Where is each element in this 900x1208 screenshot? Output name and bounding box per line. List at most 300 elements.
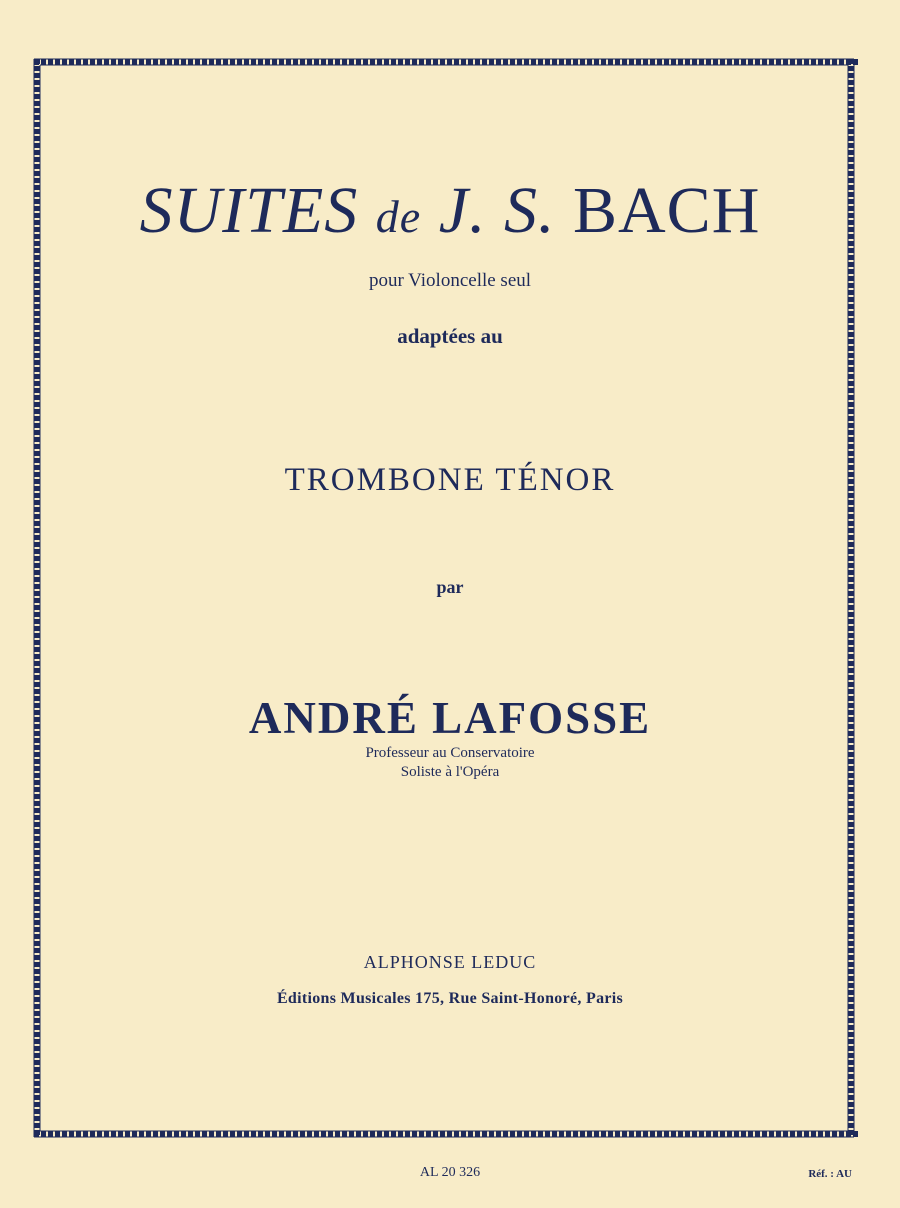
border-dot <box>34 1039 40 1044</box>
border-dot <box>34 395 40 400</box>
border-dot <box>848 612 854 617</box>
border-dot <box>622 1131 627 1137</box>
border-dot <box>531 1131 536 1137</box>
border-dot <box>34 1060 40 1065</box>
border-dot <box>489 59 494 65</box>
border-dot <box>848 801 854 806</box>
border-dot <box>34 843 40 848</box>
border-dot <box>34 1123 40 1128</box>
border-dot <box>734 1131 739 1137</box>
border-dot <box>342 1131 347 1137</box>
border-dot <box>34 815 40 820</box>
border-dot <box>34 668 40 673</box>
border-dot <box>34 311 40 316</box>
border-dot <box>848 171 854 176</box>
border-dot <box>848 136 854 141</box>
border-dot <box>608 59 613 65</box>
border-dot <box>848 1067 854 1072</box>
border-dot <box>650 59 655 65</box>
border-dot <box>188 59 193 65</box>
border-dot <box>34 507 40 512</box>
border-dot <box>286 1131 291 1137</box>
border-dot <box>769 1131 774 1137</box>
border-dot <box>202 59 207 65</box>
border-dot <box>848 304 854 309</box>
border-dot <box>34 864 40 869</box>
border-dot <box>335 59 340 65</box>
border-dot <box>848 934 854 939</box>
border-dot <box>34 857 40 862</box>
border-dot <box>678 59 683 65</box>
border-dot <box>848 535 854 540</box>
border-dot <box>559 1131 564 1137</box>
border-dot <box>34 437 40 442</box>
border-dot <box>34 787 40 792</box>
border-dot <box>34 829 40 834</box>
border-dot <box>848 248 854 253</box>
border-dot <box>34 661 40 666</box>
border-dot <box>601 1131 606 1137</box>
border-dot <box>848 549 854 554</box>
border-dot <box>104 1131 109 1137</box>
border-dot <box>34 416 40 421</box>
border-dot <box>848 871 854 876</box>
border-dot <box>118 1131 123 1137</box>
border-dot <box>797 1131 802 1137</box>
border-dot <box>237 1131 242 1137</box>
border-dot <box>848 507 854 512</box>
border-dot <box>34 1116 40 1121</box>
border-dot <box>776 1131 781 1137</box>
border-dot <box>848 416 854 421</box>
border-dot <box>832 59 837 65</box>
border-dot <box>125 1131 130 1137</box>
border-dot <box>34 367 40 372</box>
border-dot <box>223 59 228 65</box>
border-dot <box>848 787 854 792</box>
border-dot <box>848 374 854 379</box>
border-dot <box>34 626 40 631</box>
border-dot <box>34 500 40 505</box>
border-dot <box>848 843 854 848</box>
border-dot <box>848 563 854 568</box>
border-dot <box>426 59 431 65</box>
border-dot <box>328 1131 333 1137</box>
border-dot <box>293 59 298 65</box>
border-dot <box>384 1131 389 1137</box>
border-dot <box>356 59 361 65</box>
border-dot <box>139 1131 144 1137</box>
border-dot <box>356 1131 361 1137</box>
border-dot <box>454 1131 459 1137</box>
border-dot <box>848 157 854 162</box>
border-dot <box>848 647 854 652</box>
border-dot <box>370 1131 375 1137</box>
border-dot <box>34 143 40 148</box>
border-dot <box>34 101 40 106</box>
border-dot <box>848 815 854 820</box>
border-dot <box>34 171 40 176</box>
border-dot <box>34 108 40 113</box>
border-dot <box>671 1131 676 1137</box>
border-dot <box>848 1095 854 1100</box>
border-dot <box>848 927 854 932</box>
border-dot <box>216 1131 221 1137</box>
border-dot <box>34 409 40 414</box>
border-dot <box>848 570 854 575</box>
border-dot <box>34 136 40 141</box>
border-dot <box>848 1032 854 1037</box>
border-dot <box>321 59 326 65</box>
border-dot <box>566 1131 571 1137</box>
border-dot <box>848 423 854 428</box>
border-dot <box>848 115 854 120</box>
border-dot <box>848 864 854 869</box>
border-dot <box>496 59 501 65</box>
border-dot <box>848 101 854 106</box>
border-dot <box>552 59 557 65</box>
border-dot <box>440 59 445 65</box>
border-dot <box>174 1131 179 1137</box>
border-dot <box>69 59 74 65</box>
border-dot <box>34 129 40 134</box>
border-dot <box>34 983 40 988</box>
border-dot <box>34 878 40 883</box>
border-dot <box>489 1131 494 1137</box>
border-dot <box>34 598 40 603</box>
border-dot <box>272 1131 277 1137</box>
border-dot <box>34 794 40 799</box>
border-dot <box>848 906 854 911</box>
border-dot <box>657 1131 662 1137</box>
border-dot <box>468 59 473 65</box>
border-dot <box>34 1074 40 1079</box>
border-dot <box>503 59 508 65</box>
border-dot <box>685 59 690 65</box>
border-dot <box>160 1131 165 1137</box>
border-dot <box>531 59 536 65</box>
border-dot <box>692 1131 697 1137</box>
border-dot <box>615 1131 620 1137</box>
border-dot <box>153 1131 158 1137</box>
border-dot <box>643 59 648 65</box>
border-dot <box>848 108 854 113</box>
border-dot <box>848 983 854 988</box>
border-dot <box>34 297 40 302</box>
border-dot <box>692 59 697 65</box>
border-dot <box>34 836 40 841</box>
border-dot <box>405 59 410 65</box>
border-dot <box>848 1088 854 1093</box>
instrument-heading: TROMBONE TÉNOR <box>284 462 616 498</box>
border-dot <box>97 1131 102 1137</box>
border-dot <box>848 73 854 78</box>
border-dot <box>34 892 40 897</box>
subtitle-line2: adaptées au <box>397 324 503 348</box>
border-dot <box>629 59 634 65</box>
border-dot <box>580 1131 585 1137</box>
border-dot <box>97 59 102 65</box>
border-dot <box>848 521 854 526</box>
border-dot <box>790 59 795 65</box>
border-dot <box>622 59 627 65</box>
border-dot <box>608 1131 613 1137</box>
border-dot <box>811 59 816 65</box>
border-dot <box>174 59 179 65</box>
border-dot <box>734 59 739 65</box>
border-dot <box>848 87 854 92</box>
title-bach: BACH <box>573 174 761 247</box>
border-dot <box>594 59 599 65</box>
border-dot <box>237 59 242 65</box>
border-dot <box>848 794 854 799</box>
border-dot <box>433 1131 438 1137</box>
border-dot <box>636 1131 641 1137</box>
border-dot <box>587 59 592 65</box>
border-dot <box>34 1081 40 1086</box>
border-dot <box>848 668 854 673</box>
border-dot <box>545 59 550 65</box>
border-dot <box>34 647 40 652</box>
border-dot <box>363 1131 368 1137</box>
border-dot <box>419 59 424 65</box>
border-dot <box>34 1053 40 1058</box>
border-dot <box>132 59 137 65</box>
border-dot <box>349 59 354 65</box>
border-dot <box>783 1131 788 1137</box>
border-dot <box>848 605 854 610</box>
border-dot <box>244 1131 249 1137</box>
border-dot <box>34 388 40 393</box>
border-dot <box>34 654 40 659</box>
border-dot <box>848 836 854 841</box>
border-dot <box>848 640 854 645</box>
border-dot <box>34 542 40 547</box>
border-dot <box>848 311 854 316</box>
border-dot <box>629 1131 634 1137</box>
border-dot <box>251 59 256 65</box>
border-dot <box>377 1131 382 1137</box>
border-dot <box>76 59 81 65</box>
border-dot <box>848 444 854 449</box>
border-dot <box>146 59 151 65</box>
border-dot <box>34 619 40 624</box>
border-dot <box>34 1067 40 1072</box>
border-dot <box>34 934 40 939</box>
border-dot <box>839 1131 844 1137</box>
border-dot <box>848 395 854 400</box>
border-dot <box>370 59 375 65</box>
border-dot <box>426 1131 431 1137</box>
border-dot <box>848 661 854 666</box>
border-dot <box>482 1131 487 1137</box>
border-dot <box>34 430 40 435</box>
border-dot <box>83 59 88 65</box>
border-dot <box>848 850 854 855</box>
border-dot <box>848 654 854 659</box>
border-dot <box>55 59 60 65</box>
border-dot <box>34 605 40 610</box>
border-dot <box>848 381 854 386</box>
border-dot <box>848 360 854 365</box>
border-dot <box>517 59 522 65</box>
publisher-name: ALPHONSE LEDUC <box>363 952 537 972</box>
border-dot <box>713 59 718 65</box>
author-name: ANDRÉ LAFOSSE <box>248 693 652 743</box>
border-dot <box>34 1109 40 1114</box>
border-dot <box>69 1131 74 1137</box>
border-dot <box>34 255 40 260</box>
border-dot <box>848 682 854 687</box>
border-dot <box>34 66 40 71</box>
border-dot <box>601 59 606 65</box>
border-dot <box>848 598 854 603</box>
border-dot <box>433 59 438 65</box>
border-dot <box>848 976 854 981</box>
border-dot <box>34 1032 40 1037</box>
border-dot <box>34 927 40 932</box>
border-dot <box>34 150 40 155</box>
border-dot <box>34 73 40 78</box>
border-dot <box>398 59 403 65</box>
border-dot <box>34 556 40 561</box>
border-dot <box>848 626 854 631</box>
border-dot <box>848 402 854 407</box>
border-dot <box>34 1088 40 1093</box>
border-dot <box>839 59 844 65</box>
border-dot <box>848 633 854 638</box>
border-dot <box>706 1131 711 1137</box>
border-dot <box>580 59 585 65</box>
border-dot <box>848 892 854 897</box>
border-dot <box>848 500 854 505</box>
border-dot <box>34 1102 40 1107</box>
border-dot <box>573 59 578 65</box>
border-dot <box>848 1109 854 1114</box>
border-dot <box>741 1131 746 1137</box>
border-dot <box>62 59 67 65</box>
border-dot <box>258 1131 263 1137</box>
border-dot <box>848 1053 854 1058</box>
border-dot <box>398 1131 403 1137</box>
border-dot <box>510 59 515 65</box>
border-dot <box>769 59 774 65</box>
border-dot <box>818 1131 823 1137</box>
border-dot <box>412 1131 417 1137</box>
border-dot <box>76 1131 81 1137</box>
border-dot <box>307 59 312 65</box>
border-dot <box>405 1131 410 1137</box>
border-dot <box>34 1046 40 1051</box>
border-dot <box>34 59 40 64</box>
border-dot <box>34 640 40 645</box>
border-dot <box>825 59 830 65</box>
border-dot <box>848 1123 854 1128</box>
border-dot <box>797 59 802 65</box>
border-dot <box>202 1131 207 1137</box>
border-dot <box>650 1131 655 1137</box>
border-dot <box>496 1131 501 1137</box>
border-dot <box>559 59 564 65</box>
border-dot <box>34 360 40 365</box>
border-dot <box>48 59 53 65</box>
border-dot <box>419 1131 424 1137</box>
border-dot <box>34 514 40 519</box>
border-dot <box>300 1131 305 1137</box>
publisher-address: Éditions Musicales 175, Rue Saint-Honoré, Paris <box>276 990 624 1007</box>
border-dot <box>286 59 291 65</box>
title <box>0 174 900 247</box>
border-dot <box>748 59 753 65</box>
border-dot <box>804 1131 809 1137</box>
border-dot <box>727 1131 732 1137</box>
border-dot <box>848 1046 854 1051</box>
border-dot <box>34 808 40 813</box>
border-dot <box>552 1131 557 1137</box>
border-dot <box>699 59 704 65</box>
border-dot <box>848 808 854 813</box>
border-dot <box>34 976 40 981</box>
border-dot <box>34 1025 40 1030</box>
border-dot <box>678 1131 683 1137</box>
border-dot <box>83 1131 88 1137</box>
border-dot <box>125 59 130 65</box>
border-dot <box>34 570 40 575</box>
border-dot <box>848 1102 854 1107</box>
border-dot <box>41 1131 46 1137</box>
border-dot <box>848 122 854 127</box>
border-dot <box>34 675 40 680</box>
border-dot <box>440 1131 445 1137</box>
border-dot <box>377 59 382 65</box>
border-dot <box>209 59 214 65</box>
border-dot <box>34 1130 40 1135</box>
border-dot <box>848 619 854 624</box>
border-dot <box>34 885 40 890</box>
border-dot <box>727 59 732 65</box>
border-dot <box>811 1131 816 1137</box>
border-dot <box>664 59 669 65</box>
border-dot <box>230 1131 235 1137</box>
border-dot <box>594 1131 599 1137</box>
border-dot <box>34 1011 40 1016</box>
border-dot <box>848 66 854 71</box>
border-dot <box>314 1131 319 1137</box>
border-dot <box>342 59 347 65</box>
border-dot <box>848 1130 854 1135</box>
border-dot <box>34 1018 40 1023</box>
border-dot <box>111 59 116 65</box>
border-dot <box>848 353 854 358</box>
border-dot <box>825 1131 830 1137</box>
border-dot <box>818 59 823 65</box>
border-dot <box>104 59 109 65</box>
border-dot <box>706 59 711 65</box>
border-dot <box>34 353 40 358</box>
border-dot <box>139 59 144 65</box>
border-dot <box>573 1131 578 1137</box>
border-dot <box>34 381 40 386</box>
border-dot <box>685 1131 690 1137</box>
border-dot <box>223 1131 228 1137</box>
border-dot <box>272 59 277 65</box>
border-dot <box>34 451 40 456</box>
border-dot <box>848 675 854 680</box>
border-dot <box>848 1081 854 1086</box>
border-dot <box>209 1131 214 1137</box>
border-dot <box>848 367 854 372</box>
border-dot <box>34 535 40 540</box>
